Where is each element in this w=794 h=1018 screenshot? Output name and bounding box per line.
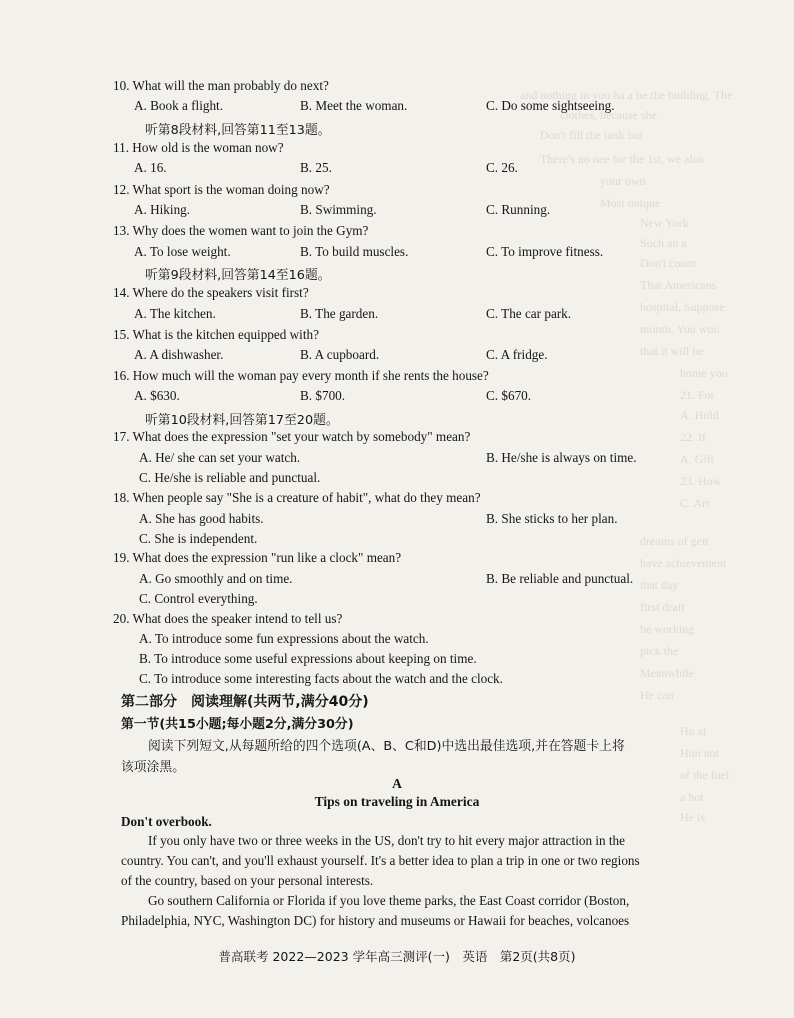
option: B. $700. bbox=[300, 388, 346, 403]
text-line: Philadelphia, NYC, Washington DC) for history and museums or Hawaii for beaches, volcanoes bbox=[121, 913, 630, 928]
question-19: 19. What does the expression "run like a clock" mean? bbox=[113, 550, 402, 565]
question-16: 16. How much will the woman pay every month if she rents the house? bbox=[113, 368, 489, 383]
option: B. 25. bbox=[300, 160, 332, 175]
section-instruction: 听第10段材料,回答第17至20题。 bbox=[145, 413, 339, 428]
option: A. Hiking. bbox=[134, 202, 191, 217]
option: B. A cupboard. bbox=[300, 347, 380, 362]
question-10: 10. What will the man probably do next? bbox=[113, 78, 329, 93]
section-instruction: 听第9段材料,回答第14至16题。 bbox=[145, 268, 331, 283]
option: C. Do some sightseeing. bbox=[486, 98, 615, 113]
option: B. To build muscles. bbox=[300, 244, 409, 259]
question-15: 15. What is the kitchen equipped with? bbox=[113, 327, 319, 342]
option: B. To introduce some useful expressions about keeping on time. bbox=[139, 651, 477, 666]
question-12: 12. What sport is the woman doing now? bbox=[113, 182, 330, 197]
question-18: 18. When people say "She is a creature of habit", what do they mean? bbox=[113, 490, 481, 505]
text-line: of the country, based on your personal interests. bbox=[121, 873, 374, 888]
section-instruction: 听第8段材料,回答第11至13题。 bbox=[145, 123, 331, 138]
option: C. Control everything. bbox=[139, 591, 258, 606]
passage-letter: A bbox=[392, 776, 402, 791]
option: A. To introduce some fun expressions about the watch. bbox=[139, 631, 429, 646]
option: C. $670. bbox=[486, 388, 532, 403]
reading-instruction-cont: 该项涂黑。 bbox=[121, 760, 185, 775]
part-heading: 第二部分 阅读理解(共两节,满分40分) bbox=[121, 694, 369, 710]
text-line: If you only have two or three weeks in the US, don't try to hit every major attraction in the bbox=[148, 833, 626, 848]
option: A. Book a flight. bbox=[134, 98, 224, 113]
option: A. $630. bbox=[134, 388, 180, 403]
option: A. The kitchen. bbox=[134, 306, 216, 321]
question-17: 17. What does the expression "set your watch by somebody" mean? bbox=[113, 429, 471, 444]
option: A. Go smoothly and on time. bbox=[139, 571, 293, 586]
option: B. She sticks to her plan. bbox=[486, 511, 618, 526]
option: B. Meet the woman. bbox=[300, 98, 408, 113]
page-footer: 普高联考 2022—2023 学年高三测评(一) 英语 第2页(共8页) bbox=[218, 949, 576, 964]
option: A. She has good habits. bbox=[139, 511, 264, 526]
option: B. Swimming. bbox=[300, 202, 377, 217]
option: C. 26. bbox=[486, 160, 518, 175]
section-heading: 第一节(共15小题;每小题2分,满分30分) bbox=[121, 717, 354, 732]
option: A. A dishwasher. bbox=[134, 347, 224, 362]
option: C. She is independent. bbox=[139, 531, 258, 546]
option: A. He/ she can set your watch. bbox=[139, 450, 301, 465]
text-line: country. You can't, and you'll exhaust yourself. It's a better idea to plan a trip in one or two regions bbox=[121, 853, 640, 868]
option: C. Running. bbox=[486, 202, 551, 217]
passage-subhead: Don't overbook. bbox=[121, 814, 212, 829]
option: C. To improve fitness. bbox=[486, 244, 604, 259]
option: A. 16. bbox=[134, 160, 167, 175]
option: B. The garden. bbox=[300, 306, 379, 321]
option: C. To introduce some interesting facts about the watch and the clock. bbox=[139, 671, 503, 686]
passage-title: Tips on traveling in America bbox=[314, 794, 480, 809]
question-20: 20. What does the speaker intend to tell us? bbox=[113, 611, 343, 626]
option: C. He/she is reliable and punctual. bbox=[139, 470, 321, 485]
text-line: Go southern California or Florida if you love theme parks, the East Coast corridor (Boston, bbox=[148, 893, 630, 908]
reading-instruction: 阅读下列短文,从每题所给的四个选项(A、B、C和D)中选出最佳选项,并在答题卡上将 bbox=[148, 739, 625, 754]
option: C. The car park. bbox=[486, 306, 572, 321]
question-11: 11. How old is the woman now? bbox=[113, 140, 284, 155]
question-14: 14. Where do the speakers visit first? bbox=[113, 285, 309, 300]
option: B. He/she is always on time. bbox=[486, 450, 637, 465]
option: C. A fridge. bbox=[486, 347, 548, 362]
option: B. Be reliable and punctual. bbox=[486, 571, 634, 586]
question-13: 13. Why does the women want to join the Gym? bbox=[113, 223, 369, 238]
option: A. To lose weight. bbox=[134, 244, 231, 259]
